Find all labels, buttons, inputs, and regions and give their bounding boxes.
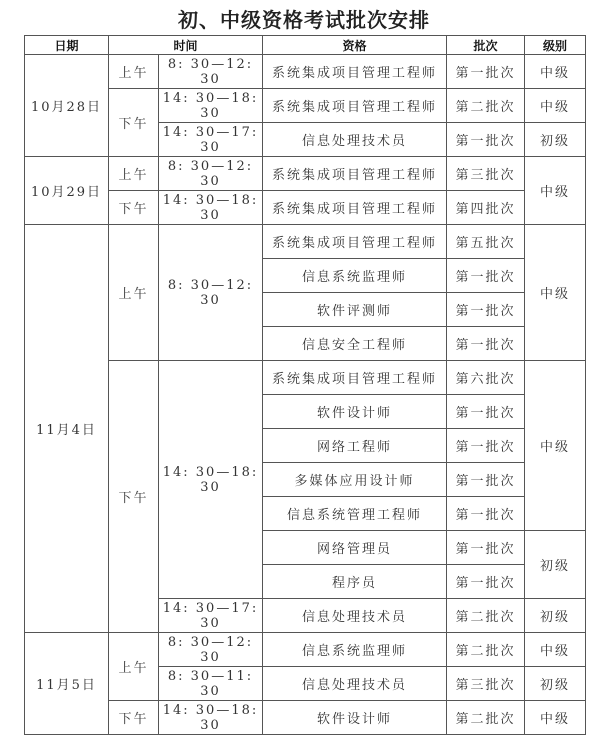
level-cell: 中级	[525, 89, 586, 123]
level-cell: 中级	[525, 225, 586, 361]
qualification-cell: 信息处理技术员	[263, 123, 447, 157]
batch-cell: 第一批次	[447, 123, 525, 157]
qualification-cell: 软件设计师	[263, 395, 447, 429]
level-cell: 中级	[525, 55, 586, 89]
time-cell: 14: 30—18: 30	[159, 191, 263, 225]
batch-cell: 第二批次	[447, 633, 525, 667]
period-cell: 上午	[109, 225, 159, 361]
batch-cell: 第二批次	[447, 701, 525, 735]
table-row	[25, 633, 586, 667]
date-cell: 10月28日	[25, 55, 109, 157]
page-title: 初、中级资格考试批次安排	[178, 8, 430, 32]
qualification-cell: 信息安全工程师	[263, 327, 447, 361]
qualification-cell: 系统集成项目管理工程师	[263, 157, 447, 191]
date-cell: 11月4日	[25, 225, 109, 633]
qualification-cell: 系统集成项目管理工程师	[263, 361, 447, 395]
batch-cell: 第一批次	[447, 395, 525, 429]
batch-cell: 第一批次	[447, 429, 525, 463]
header-batch: 批次	[447, 36, 525, 55]
header-qualification: 资格	[263, 36, 447, 55]
period-cell: 上午	[109, 633, 159, 701]
time-cell: 14: 30—18: 30	[159, 701, 263, 735]
exam-schedule-table	[24, 35, 586, 735]
batch-cell: 第一批次	[447, 55, 525, 89]
qualification-cell: 系统集成项目管理工程师	[263, 191, 447, 225]
header-row	[25, 36, 586, 55]
qualification-cell: 软件评测师	[263, 293, 447, 327]
qualification-cell: 网络管理员	[263, 531, 447, 565]
time-cell: 8: 30—12: 30	[159, 55, 263, 89]
batch-cell: 第二批次	[447, 599, 525, 633]
qualification-cell: 程序员	[263, 565, 447, 599]
period-cell: 上午	[109, 157, 159, 191]
period-cell: 上午	[109, 55, 159, 89]
level-cell: 初级	[525, 531, 586, 599]
time-cell: 14: 30—17: 30	[159, 599, 263, 633]
qualification-cell: 系统集成项目管理工程师	[263, 55, 447, 89]
period-cell: 下午	[109, 361, 159, 633]
batch-cell: 第二批次	[447, 89, 525, 123]
table-row	[25, 361, 586, 395]
qualification-cell: 信息系统管理工程师	[263, 497, 447, 531]
header-time: 时间	[109, 36, 263, 55]
header-date: 日期	[25, 36, 109, 55]
batch-cell: 第五批次	[447, 225, 525, 259]
qualification-cell: 网络工程师	[263, 429, 447, 463]
qualification-cell: 信息系统监理师	[263, 259, 447, 293]
time-cell: 14: 30—18: 30	[159, 361, 263, 599]
batch-cell: 第一批次	[447, 463, 525, 497]
period-cell: 下午	[109, 701, 159, 735]
time-cell: 14: 30—17: 30	[159, 123, 263, 157]
qualification-cell: 信息处理技术员	[263, 599, 447, 633]
header-level: 级别	[525, 36, 586, 55]
time-cell: 8: 30—12: 30	[159, 157, 263, 191]
batch-cell: 第一批次	[447, 497, 525, 531]
batch-cell: 第一批次	[447, 259, 525, 293]
time-cell: 8: 30—11: 30	[159, 667, 263, 701]
qualification-cell: 系统集成项目管理工程师	[263, 225, 447, 259]
level-cell: 中级	[525, 633, 586, 667]
batch-cell: 第三批次	[447, 667, 525, 701]
batch-cell: 第六批次	[447, 361, 525, 395]
table-row	[25, 157, 586, 191]
level-cell: 中级	[525, 157, 586, 225]
table-row	[25, 89, 586, 123]
level-cell: 中级	[525, 701, 586, 735]
batch-cell: 第一批次	[447, 327, 525, 361]
table-row	[25, 191, 586, 225]
period-cell: 下午	[109, 191, 159, 225]
time-cell: 8: 30—12: 30	[159, 633, 263, 667]
qualification-cell: 系统集成项目管理工程师	[263, 89, 447, 123]
time-cell: 8: 30—12: 30	[159, 225, 263, 361]
table-row	[25, 55, 586, 89]
batch-cell: 第一批次	[447, 565, 525, 599]
qualification-cell: 多媒体应用设计师	[263, 463, 447, 497]
batch-cell: 第三批次	[447, 157, 525, 191]
batch-cell: 第一批次	[447, 293, 525, 327]
date-cell: 10月29日	[25, 157, 109, 225]
table-row	[25, 701, 586, 735]
level-cell: 中级	[525, 361, 586, 531]
batch-cell: 第四批次	[447, 191, 525, 225]
level-cell: 初级	[525, 667, 586, 701]
level-cell: 初级	[525, 599, 586, 633]
period-cell: 下午	[109, 89, 159, 157]
qualification-cell: 信息处理技术员	[263, 667, 447, 701]
level-cell: 初级	[525, 123, 586, 157]
qualification-cell: 信息系统监理师	[263, 633, 447, 667]
qualification-cell: 软件设计师	[263, 701, 447, 735]
batch-cell: 第一批次	[447, 531, 525, 565]
time-cell: 14: 30—18: 30	[159, 89, 263, 123]
table-row	[25, 225, 586, 259]
date-cell: 11月5日	[25, 633, 109, 735]
